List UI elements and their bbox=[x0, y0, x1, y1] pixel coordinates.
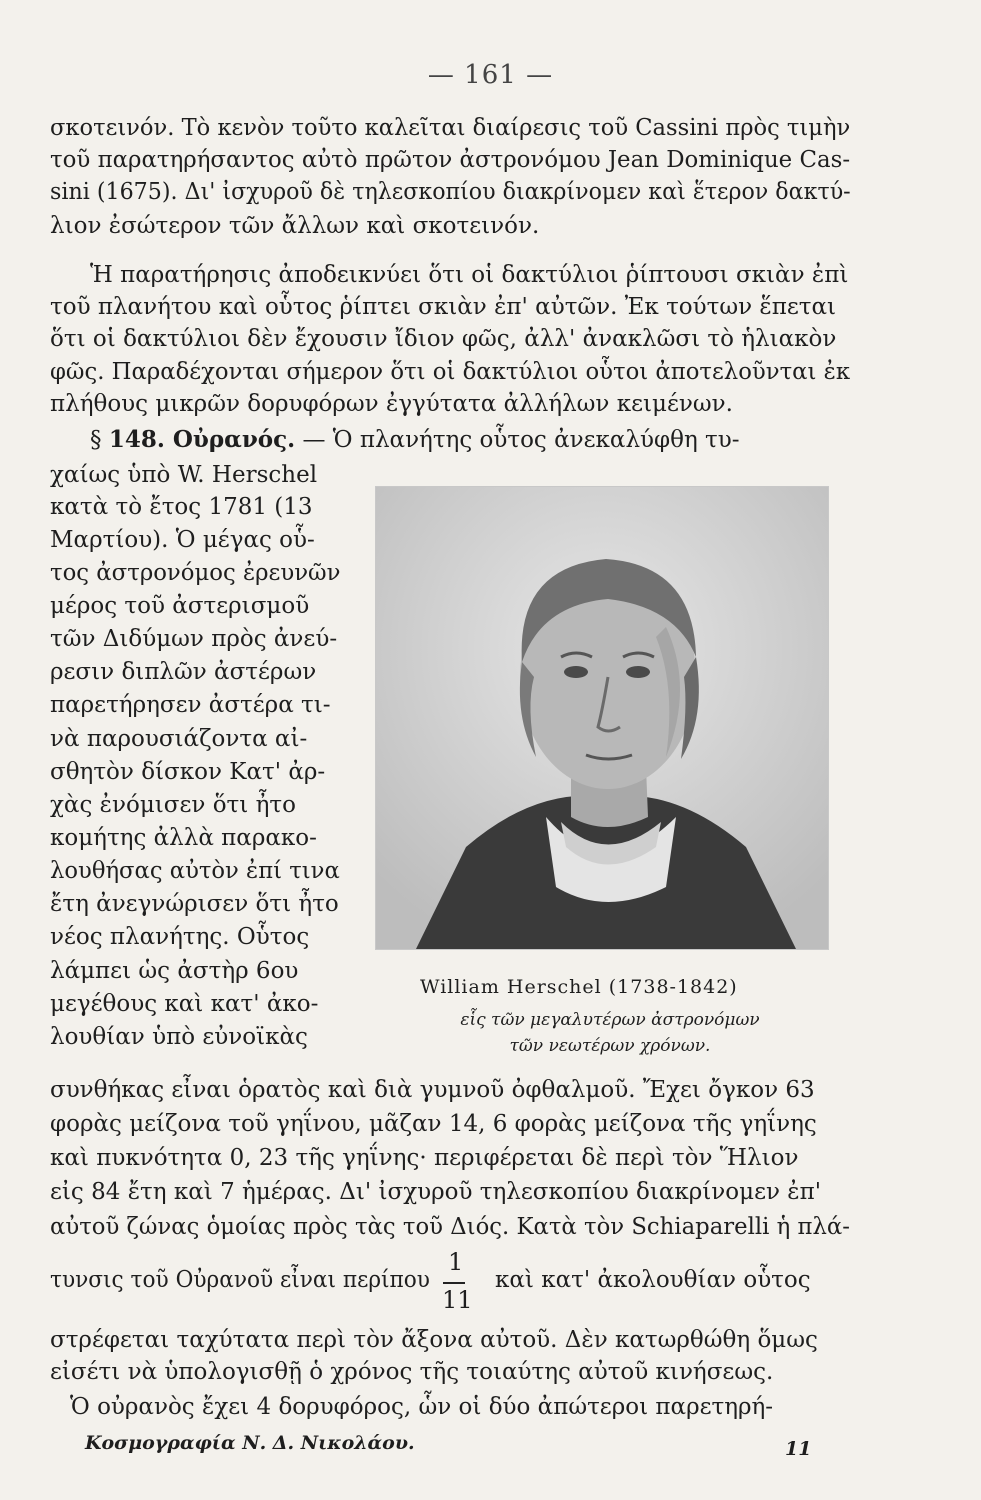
narrow-line: κομήτης ἀλλὰ παρακο- bbox=[50, 825, 317, 851]
page-number: — 161 — bbox=[427, 60, 554, 90]
fraction-bar bbox=[443, 1282, 465, 1284]
section-lead: — Ὁ πλανήτης οὗτος ἀνεκαλύφθη τυ- bbox=[302, 427, 740, 453]
text-line: καὶ κατ' ἀκολουθίαν οὗτος bbox=[495, 1267, 811, 1293]
text-line: τυνσις τοῦ Οὐρανοῦ εἶναι περίπου bbox=[50, 1267, 430, 1293]
text-line: ὅτι οἱ δακτύλιοι δὲν ἔχουσιν ἴδιον φῶς, ἀλλ' ἀνακλῶσι τὸ ἡλιακὸν bbox=[50, 326, 837, 352]
fraction-numerator: 1 bbox=[448, 1248, 464, 1276]
narrow-line: χὰς ἐνόμισεν ὅτι ἦτο bbox=[50, 792, 296, 818]
narrow-line: παρετήρησεν ἀστέρα τι- bbox=[50, 692, 331, 718]
paragraph-first-line: Ὁ οὐρανὸς ἔχει 4 δορυφόρος, ὧν οἱ δύο ἀπώτεροι παρετηρή- bbox=[70, 1394, 774, 1420]
text-line: φῶς. Παραδέχονται σήμερον ὅτι οἱ δακτύλιοι οὗτοι ἀποτελοῦνται ἐκ bbox=[50, 359, 851, 385]
section-symbol: § bbox=[90, 427, 102, 453]
paragraph-first-line: Ἡ παρατήρησις ἀποδεικνύει ὅτι οἱ δακτύλιοι ῥίπτουσι σκιὰν ἐπὶ bbox=[90, 262, 849, 288]
narrow-line: χαίως ὑπὸ W. Herschel bbox=[50, 462, 318, 488]
narrow-line: λουθίαν ὑπὸ εὐνοϊκὰς bbox=[50, 1024, 308, 1050]
narrow-line: ἔτη ἀνεγνώρισεν ὅτι ἦτο bbox=[50, 891, 339, 917]
narrow-line: μέρος τοῦ ἀστερισμοῦ bbox=[50, 593, 310, 619]
text-line: σκοτεινόν. Τὸ κενὸν τοῦτο καλεῖται διαίρεσις τοῦ Cassini πρὸς τιμὴν bbox=[50, 115, 851, 141]
footer-signature: 11 bbox=[785, 1438, 812, 1460]
text-line: πλήθους μικρῶν δορυφόρων ἐγγύτατα ἀλλήλων κειμένων. bbox=[50, 391, 733, 417]
portrait-image bbox=[375, 486, 829, 950]
section-line bbox=[90, 425, 850, 455]
section-heading: 148. Οὐρανός. bbox=[108, 426, 296, 453]
narrow-line: λάμπει ὡς ἀστὴρ 6ου bbox=[50, 958, 299, 984]
narrow-line: λουθήσας αὐτὸν ἐπί τινα bbox=[50, 858, 340, 884]
portrait-caption-line: τῶν νεωτέρων χρόνων. bbox=[509, 1036, 711, 1056]
text-line: αὐτοῦ ζώνας ὁμοίας πρὸς τὰς τοῦ Διός. Κατὰ τὸν Schiaparelli ἡ πλά- bbox=[50, 1214, 850, 1240]
narrow-line: τος ἀστρονόμος ἐρευνῶν bbox=[50, 560, 341, 586]
text-line: φορὰς μείζονα τοῦ γηΐνου, μᾶζαν 14, 6 φορὰς μείζονα τῆς γηΐνης bbox=[50, 1111, 817, 1137]
narrow-line: Μαρτίου). Ὁ μέγας οὗ- bbox=[50, 527, 315, 553]
text-line: sini (1675). Δι' ἰσχυροῦ δὲ τηλεσκοπίου διακρίνομεν καὶ ἕτερον δακτύ- bbox=[50, 179, 851, 205]
text-line: τοῦ πλανήτου καὶ οὗτος ῥίπτει σκιὰν ἐπ' αὐτῶν. Ἐκ τούτων ἕπεται bbox=[50, 294, 837, 320]
narrow-line: ρεσιν διπλῶν ἀστέρων bbox=[50, 659, 317, 685]
narrow-line: κατὰ τὸ ἔτος 1781 (13 bbox=[50, 494, 313, 520]
text-line: εἰς 84 ἔτη καὶ 7 ἡμέρας. Δι' ἰσχυροῦ τηλεσκοπίου διακρίνομεν ἐπ' bbox=[50, 1179, 822, 1205]
text-line: καὶ πυκνότητα 0, 23 τῆς γηΐνης· περιφέρεται δὲ περὶ τὸν Ἥλιον bbox=[50, 1145, 799, 1171]
portrait-caption-line: εἷς τῶν μεγαλυτέρων ἀστρονόμων bbox=[460, 1010, 760, 1030]
fraction-denominator: 11 bbox=[442, 1286, 473, 1314]
text-line: εἰσέτι νὰ ὑπολογισθῇ ὁ χρόνος τῆς τοιαύτης αὐτοῦ κινήσεως. bbox=[50, 1359, 774, 1385]
narrow-line: σθητὸν δίσκον Κατ' ἀρ- bbox=[50, 759, 326, 785]
portrait-caption-name: William Herschel (1738-1842) bbox=[420, 976, 738, 998]
text-line: τοῦ παρατηρήσαντος αὐτὸ πρῶτον ἀστρονόμου Jean Dominique Cas- bbox=[50, 147, 851, 173]
text-line: στρέφεται ταχύτατα περὶ τὸν ἄξονα αὐτοῦ. Δὲν κατωρθώθη ὅμως bbox=[50, 1327, 818, 1353]
narrow-line: νὰ παρουσιάζοντα αἰ- bbox=[50, 726, 308, 752]
footer-book-title: Κοσμογραφία Ν. Δ. Νικολάου. bbox=[85, 1432, 415, 1454]
narrow-line: νέος πλανήτης. Οὗτος bbox=[50, 924, 310, 950]
text-line: λιον ἐσώτερον τῶν ἄλλων καὶ σκοτεινόν. bbox=[50, 213, 540, 239]
text-line: συνθήκας εἶναι ὁρατὸς καὶ διὰ γυμνοῦ ὀφθαλμοῦ. Ἔχει ὄγκον 63 bbox=[50, 1077, 815, 1103]
narrow-line: τῶν Διδύμων πρὸς ἀνεύ- bbox=[50, 626, 338, 652]
narrow-line: μεγέθους καὶ κατ' ἀκο- bbox=[50, 991, 319, 1017]
